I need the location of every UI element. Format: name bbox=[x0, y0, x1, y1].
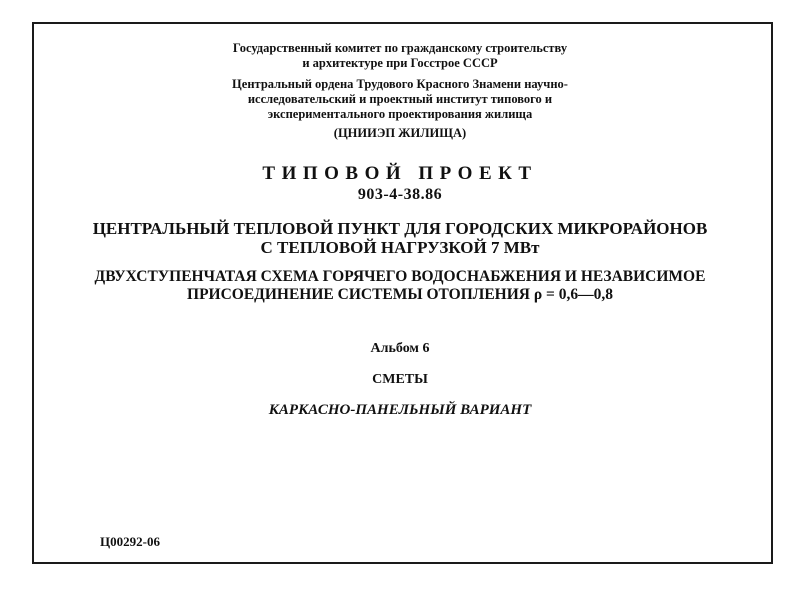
institute-line-2: исследовательский и проектный институт типового и bbox=[247, 92, 553, 106]
project-subtitle-line-2: ПРИСОЕДИНЕНИЕ СИСТЕМЫ ОТОПЛЕНИЯ ρ = 0,6—0,8 bbox=[187, 286, 613, 303]
project-title-line-2: С ТЕПЛОВОЙ НАГРУЗКОЙ 7 МВт bbox=[260, 238, 540, 257]
project-title-line-1: ЦЕНТРАЛЬНЫЙ ТЕПЛОВОЙ ПУНКТ ДЛЯ ГОРОДСКИХ МИКРОРАЙОНОВ bbox=[92, 219, 708, 238]
institute-line-3: экспериментального проектирования жилища bbox=[267, 107, 533, 121]
album-variant: КАРКАСНО-ПАНЕЛЬНЫЙ ВАРИАНТ bbox=[268, 402, 532, 418]
album-section: СМЕТЫ bbox=[372, 372, 428, 387]
project-subtitle-line-1: ДВУХСТУПЕНЧАТАЯ СХЕМА ГОРЯЧЕГО ВОДОСНАБЖЕНИЯ И НЕЗАВИСИМОЕ bbox=[94, 268, 706, 285]
project-number: 903-4-38.86 bbox=[357, 186, 443, 203]
document-code: Ц00292-06 bbox=[100, 534, 160, 549]
committee-line-2: и архитектуре при Госстрое СССР bbox=[302, 56, 498, 70]
institute-abbreviation: (ЦНИИЭП ЖИЛИЩА) bbox=[333, 126, 467, 140]
institute-line-1: Центральный ордена Трудового Красного Знамени научно- bbox=[232, 77, 568, 91]
project-heading: ТИПОВОЙ ПРОЕКТ bbox=[262, 163, 538, 184]
album-label: Альбом 6 bbox=[370, 341, 430, 356]
committee-line-1: Государственный комитет по гражданскому строительству bbox=[232, 41, 568, 55]
